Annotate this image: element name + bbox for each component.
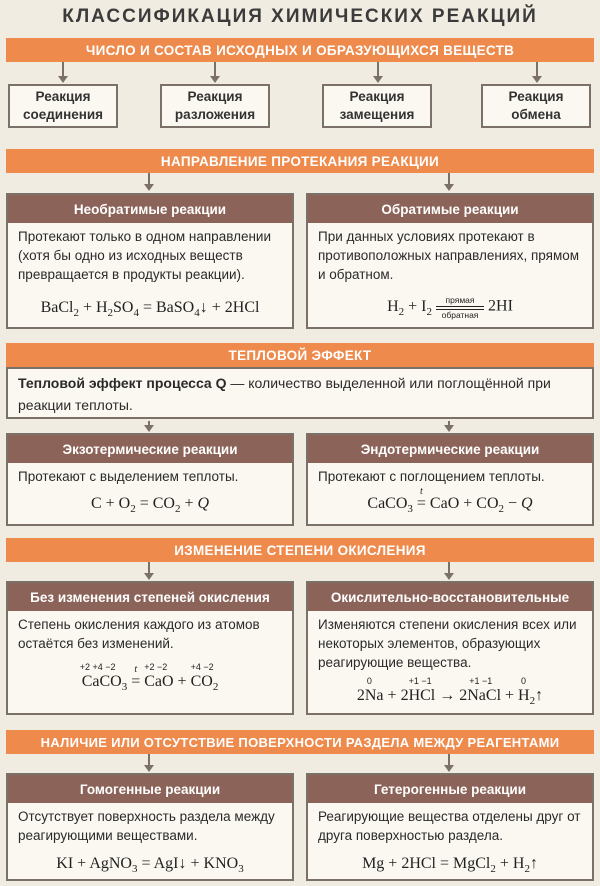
formula: Mg + 2HCl = MgCl$_2$ + $H_2↑$ [362,855,538,876]
arrow-down-icon [144,765,154,772]
panel-heterogeneous [306,773,594,881]
box-decomposition: Реакция разложения [160,84,270,128]
panel-title: Экзотермические реакции [8,435,292,463]
panel-homogeneous [6,773,294,881]
arrow-down-icon [144,425,154,432]
arrow-down-icon [444,765,454,772]
banner-interface: НАЛИЧИЕ ИЛИ ОТСУТСТВИЕ ПОВЕРХНОСТИ РАЗДЕЛА МЕЖДУ РЕАГЕНТАМИ [6,730,594,754]
panel-reversible [306,193,594,329]
connector [214,62,216,76]
banner-direction: НАПРАВЛЕНИЕ ПРОТЕКАНИЯ РЕАКЦИИ [6,149,594,173]
page-title: КЛАССИФИКАЦИЯ ХИМИЧЕСКИХ РЕАКЦИЙ [62,6,538,27]
arrow-down-icon [444,573,454,580]
formula: KI + AgNO$_3$ = AgI↓ + $KNO_3$ [56,855,244,876]
panel-text: Протекают с поглощением теплоты. [318,469,545,484]
arrow-down-icon [144,573,154,580]
connector [62,62,64,76]
panel-exothermic [6,433,294,526]
banner-heat: ТЕПЛОВОЙ ЭФФЕКТ [6,343,594,367]
panel-title: Без изменения степеней окисления [8,583,292,611]
panel-title: Обратимые реакции [308,195,592,223]
panel-text: Степень окисления каждого из атомов остаётся без изменений. [18,617,260,651]
panel-redox [306,581,594,715]
definition-text: — количество выделенной или поглощённой при реакции теплоты. [18,375,551,413]
formula: 2Na 0 + 2HCl +1 −1 → 2NaCl +1 −1 + $H_2↑$ 0 [356,676,544,708]
box-combination: Реакция соединения [8,84,118,128]
panel-title: Необратимые реакции [8,195,292,223]
box-exchange: Реакция обмена [481,84,591,128]
panel-title: Гомогенные реакции [8,775,292,803]
panel-no-oxidation-change [6,581,294,715]
panel-title: Гетерогенные реакции [308,775,592,803]
box-substitution: Реакция замещения [322,84,432,128]
panel-text: При данных условиях протекают в противоположных направлениях, прямом и обратном. [318,229,580,282]
panel-text: Изменяются степени окисления всех или некоторых элементов, образующих реагирующие вещества. [318,617,577,670]
panel-title: Окислительно-восстановительные [308,583,592,611]
connector [536,62,538,76]
banner-composition: ЧИСЛО И СОСТАВ ИСХОДНЫХ И ОБРАЗУЮЩИХСЯ ВЕЩЕСТВ [6,38,594,62]
arrow-down-icon [444,184,454,191]
arrow-down-icon [144,184,154,191]
panel-text: Протекают только в одном направлении (хотя бы одно из исходных веществ превращается в продукты реакции). [18,229,271,282]
arrow-down-icon [210,76,220,83]
formula: $H_2 + I_2$ прямая обратная 2HI [387,295,513,320]
formula: CaCO$_3$ +2 +4 −2 t = CaO +2 −2 + $CO_2$ +4 −2 [79,662,219,694]
panel-text: Отсутствует поверхность раздела между реагирующими веществами. [18,809,275,843]
arrow-down-icon [58,76,68,83]
panel-irreversible [6,193,294,329]
heat-definition [6,367,594,419]
arrow-down-icon [373,76,383,83]
panel-title: Эндотермические реакции [308,435,592,463]
formula: CaCO$_3$ t = CaO + $CO_2 - Q$ [367,486,533,516]
arrow-down-icon [444,425,454,432]
arrow-down-icon [532,76,542,83]
definition-term: Тепловой эффект процесса Q [18,375,227,391]
formula: BaCl$_2$ + $H_2SO_4$ = BaSO$_4$↓ + 2HCl [40,299,260,320]
reversible-arrow-icon: прямая обратная [434,295,486,319]
formula: $C + O_2 = CO_2 + Q$ [90,495,210,516]
panel-text: Реагирующие вещества отделены друг от друга поверхностью раздела. [318,809,581,843]
panel-text: Протекают с выделением теплоты. [18,469,239,484]
banner-oxidation: ИЗМЕНЕНИЕ СТЕПЕНИ ОКИСЛЕНИЯ [6,538,594,562]
panel-endothermic [306,433,594,526]
connector [377,62,379,76]
